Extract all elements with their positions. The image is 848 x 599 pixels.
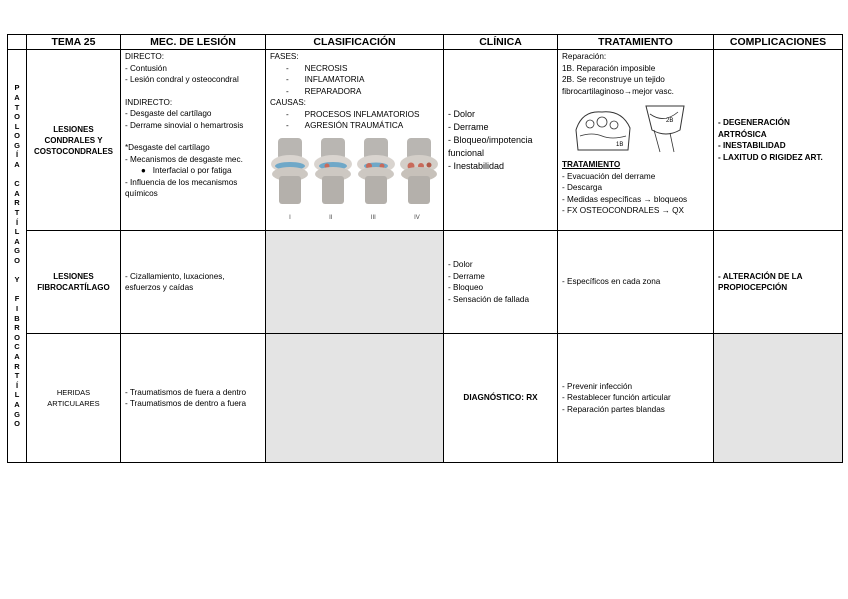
complicaciones-cell: [714, 231, 843, 334]
mec-desgaste: *Desgaste del cartílago: [125, 143, 210, 152]
header-mec: MEC. DE LESIÓN: [121, 35, 266, 50]
mec-cell: [121, 231, 266, 334]
side-letter: O: [14, 131, 20, 141]
clinica-item: - Sensación de fallada: [448, 294, 530, 304]
clinica-item: - Derrame: [448, 121, 489, 132]
header-clinica: CLÍNICA: [444, 35, 558, 50]
clasificacion-cell-empty: [266, 334, 444, 463]
side-letter: R: [14, 361, 20, 371]
grade-label: III: [370, 214, 376, 221]
mec-d2: - Lesión condral y osteocondral: [125, 75, 239, 84]
cartilage-sketch: [572, 100, 709, 155]
corner-cell: [8, 35, 27, 50]
mec-m2: ● Interfacial o por fatiga: [141, 166, 232, 175]
sketch-label-2b: 2B: [666, 118, 674, 124]
row-fibrocartilago: [8, 231, 843, 334]
side-letter: O: [14, 112, 20, 122]
side-letter: A: [14, 236, 20, 246]
trat-item: - Reparación partes blandas: [562, 404, 665, 414]
side-letter: C: [14, 179, 20, 189]
row-title: LESIONES FIBROCARTÍLAGO: [27, 231, 121, 334]
clinica-cell: [444, 231, 558, 334]
comp-text: - ALTERACIÓN DE LA PROPIOCEPCIÓN: [718, 271, 803, 292]
clas-fases: FASES:: [270, 52, 299, 61]
side-letter: Í: [15, 150, 19, 160]
clinica-item: - Dolor: [448, 108, 476, 119]
sketch-label-1b: 1B: [616, 142, 624, 148]
row-heridas-articulares: [8, 334, 843, 463]
mec-directo: DIRECTO:: [125, 52, 164, 61]
side-letter: R: [14, 198, 20, 208]
side-letter: A: [14, 188, 20, 198]
clas-c1: - PROCESOS INFLAMATORIOS: [286, 109, 420, 119]
mec-indirecto: INDIRECTO:: [125, 97, 173, 107]
trat-reparacion: Reparación:: [562, 52, 607, 61]
diagnostico-text: DIAGNÓSTICO: RX: [463, 393, 538, 403]
side-letter: F: [14, 294, 20, 304]
side-letter: A: [14, 399, 20, 409]
side-letter: [8, 266, 26, 276]
knee-grade-4-image: [399, 138, 439, 212]
knee-grade-3-image: [356, 138, 396, 212]
header-tratamiento: TRATAMIENTO: [558, 35, 714, 50]
mec-text: - Cizallamiento, luxaciones, esfuerzos y caídas: [125, 271, 225, 292]
side-letter: O: [14, 419, 20, 429]
comp-item: - DEGENERACIÓN ARTRÓSICA: [718, 118, 790, 139]
side-letter: O: [14, 332, 20, 342]
clinica-item: - Inestabilidad: [448, 160, 505, 171]
side-letter: I: [15, 303, 19, 313]
clasificacion-cell-empty: [266, 231, 444, 334]
trat-r1: 1B. Reparación imposible: [562, 63, 656, 73]
side-letter: B: [14, 313, 20, 323]
trat-t1: - Evacuación del derrame: [562, 171, 656, 181]
trat-title: TRATAMIENTO: [562, 160, 621, 169]
trat-t4: - FX OSTEOCONDRALES → QX: [562, 206, 684, 215]
clasificacion-cell: [266, 50, 444, 231]
side-letter: T: [14, 208, 20, 218]
clinica-item: - Dolor: [448, 260, 473, 269]
knee-illustration: [270, 138, 439, 212]
clinica-item: - Derrame: [448, 271, 485, 281]
side-letter: Í: [15, 217, 19, 227]
side-letter: [8, 170, 26, 180]
grade-label: IV: [414, 214, 420, 221]
comp-item: - INESTABILIDAD: [718, 141, 786, 150]
mec-m3: - Influencia de los mecanismos químicos: [125, 177, 238, 198]
side-letter: O: [14, 256, 20, 265]
header-row: [8, 35, 843, 50]
mec-item: - Traumatismos de fuera a dentro: [125, 387, 247, 397]
mec-m1: - Mecanismos de desgaste mec.: [125, 154, 243, 164]
knee-grade-2-image: [313, 138, 353, 212]
side-letter: T: [14, 102, 20, 112]
tratamiento-cell: [558, 334, 714, 463]
row-title: LESIONES CONDRALES Y COSTOCONDRALES: [27, 50, 121, 231]
side-letter: L: [14, 227, 20, 237]
trat-text: - Específicos en cada zona: [562, 277, 661, 287]
clinica-item: - Bloqueo/impotencia funcional: [448, 134, 533, 158]
sketch-1b-image: [572, 100, 634, 155]
clinica-item: - Bloqueo: [448, 283, 484, 292]
trat-r2: 2B. Se reconstruye un tejido fibrocartilaginoso→mejor vasc.: [562, 75, 674, 96]
clinica-cell: [444, 50, 558, 231]
mec-i1: - Desgaste del cartílago: [125, 109, 212, 118]
clinica-cell: [444, 334, 558, 463]
header-complicaciones: COMPLICACIONES: [714, 35, 843, 50]
complicaciones-cell: [714, 50, 843, 231]
side-letter: A: [14, 351, 20, 361]
clas-f1: - NECROSIS: [286, 63, 348, 73]
knee-grade-1-image: [270, 138, 310, 212]
clas-f2: - INFLAMATORIA: [286, 75, 365, 84]
sketch-2b-image: [640, 100, 690, 155]
side-letter: C: [14, 342, 20, 352]
side-letter: G: [14, 140, 20, 150]
header-tema: TEMA 25: [27, 35, 121, 50]
tratamiento-cell: [558, 231, 714, 334]
knee-grade-labels: [270, 213, 439, 225]
side-letter: P: [14, 83, 20, 93]
clas-f3: - REPARADORA: [286, 86, 362, 96]
grade-label: II: [329, 214, 333, 221]
side-letter: Í: [15, 380, 19, 390]
side-letter: [8, 285, 26, 295]
mec-item: - Traumatismos de dentro a fuera: [125, 399, 247, 408]
side-letter: A: [14, 160, 20, 170]
mec-cell: [121, 50, 266, 231]
side-letter: G: [14, 409, 20, 419]
side-letter: L: [14, 390, 20, 400]
side-letter: R: [14, 323, 20, 333]
clas-causas: CAUSAS:: [270, 98, 306, 107]
row-lesiones-condrales: [8, 50, 843, 231]
row-title: HERIDAS ARTICULARES: [27, 334, 121, 463]
trat-t2: - Descarga: [562, 183, 603, 192]
trat-item: - Prevenir infección: [562, 381, 633, 391]
side-letter: T: [14, 371, 20, 381]
side-letter: G: [14, 246, 20, 256]
mec-d1: - Contusión: [125, 63, 167, 73]
grade-label: I: [289, 214, 291, 221]
comp-item: - LAXITUD O RIGIDEZ ART.: [718, 152, 823, 162]
header-clasificacion: CLASIFICACIÓN: [266, 35, 444, 50]
mec-i2: - Derrame sinovial o hemartrosis: [125, 120, 244, 130]
complicaciones-cell-empty: [714, 334, 843, 463]
clas-c2: - AGRESIÓN TRAUMÁTICA: [286, 121, 404, 130]
side-label: [8, 50, 27, 463]
trat-t3: - Medidas específicas → bloqueos: [562, 194, 688, 204]
summary-table: [7, 34, 843, 463]
side-letter: Y: [14, 275, 20, 285]
tratamiento-cell: [558, 50, 714, 231]
side-letter: L: [14, 121, 20, 131]
trat-item: - Restablecer función articular: [562, 393, 671, 403]
side-letter: A: [14, 92, 20, 102]
mec-cell: [121, 334, 266, 463]
